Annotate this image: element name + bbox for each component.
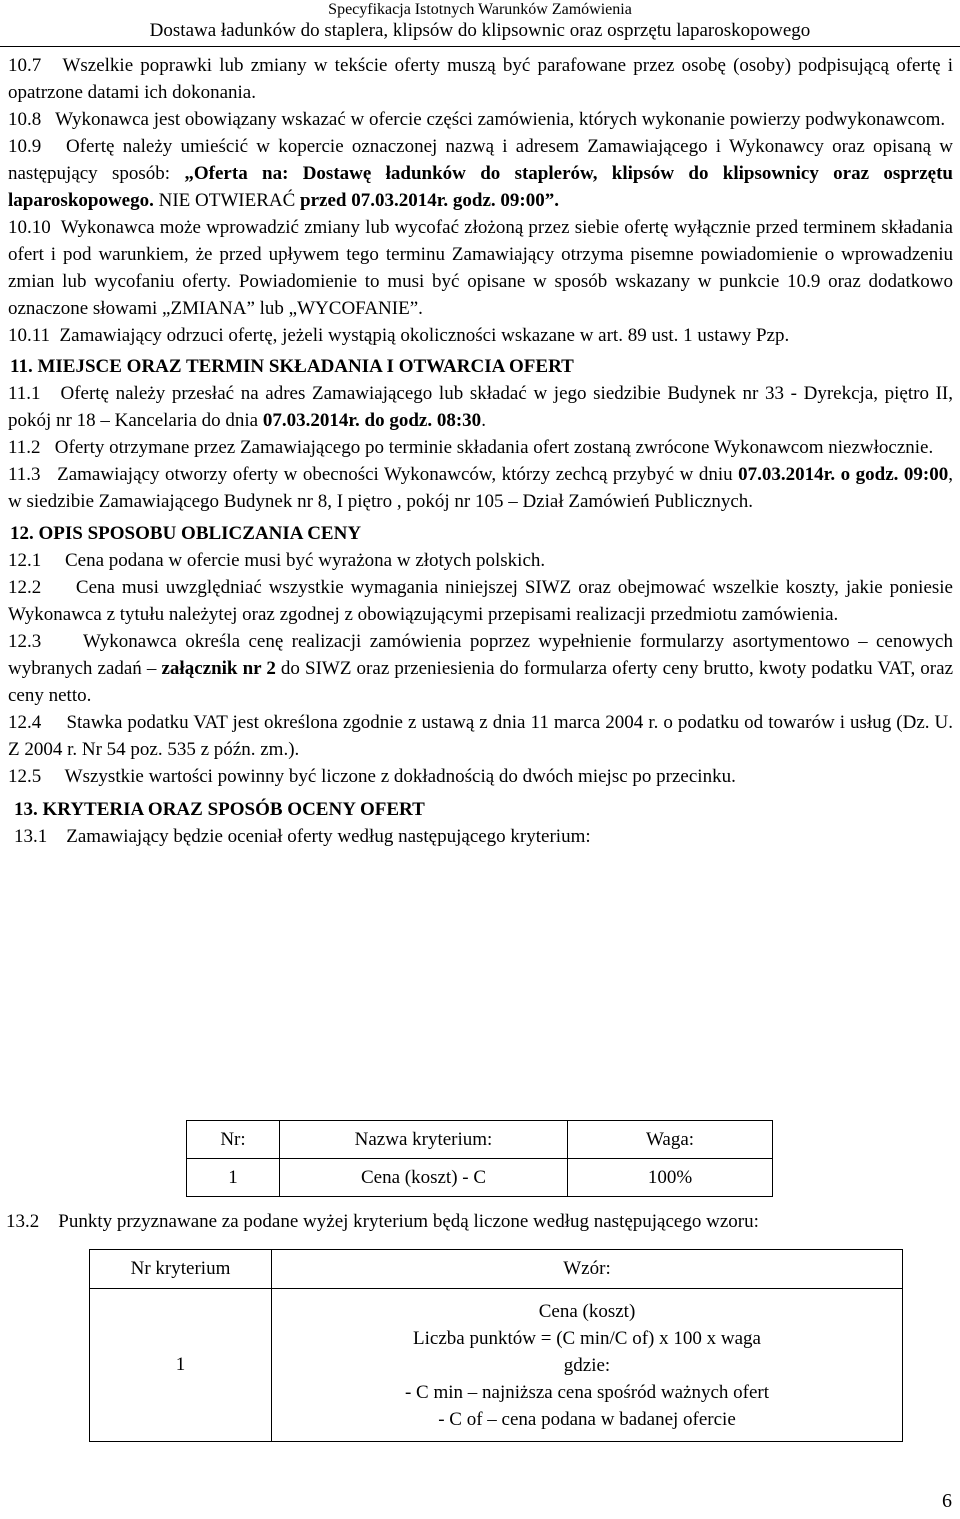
paragraph-number: 12.1 <box>8 550 42 571</box>
paragraph-11-3 <box>8 461 953 515</box>
paragraph-text: Ofertę należy przesłać na adres Zamawiającego lub składać w jego siedzibie Budynek nr 33 - Dyrekcja, piętro II, pokój nr 18 – Kancelaria do dnia <box>8 383 954 431</box>
criteria-table <box>186 1120 773 1197</box>
header-cell-formula: Wzór: <box>272 1250 903 1289</box>
cell-formula <box>272 1289 903 1442</box>
paragraph-number: 11.1 <box>8 383 41 404</box>
paragraph-13-2 <box>6 1208 951 1235</box>
header-doc-title: Specyfikacja Istotnych Warunków Zamówienia <box>328 1 632 18</box>
paragraph-number: 11.2 <box>8 437 41 458</box>
header-subject: Dostawa ładunków do staplera, klipsów do klipsownic oraz osprzętu laparoskopowego <box>149 20 811 41</box>
section-11-heading: 11. MIEJSCE ORAZ TERMIN SKŁADANIA I OTWARCIA OFERT <box>10 356 574 377</box>
paragraph-number: 12.3 <box>8 631 42 652</box>
table-row <box>90 1289 903 1442</box>
paragraph-text: Wszelkie poprawki lub zmiany w tekście oferty muszą być parafowane przez osobę (osoby) podpisującą ofertę i opatrzone datami ich dokonania. <box>8 55 953 103</box>
paragraph-12-5 <box>8 763 953 790</box>
paragraph-text: Stawka podatku VAT jest określona zgodnie z ustawą z dnia 11 marca 2004 r. o podatku od towarów i usług (Dz. U. Z 2004 r. Nr 54 poz. 535 z późn. zm.). <box>8 712 954 760</box>
opening-datetime: 07.03.2014r. o godz. 09:00 <box>738 464 949 485</box>
paragraph-12-1 <box>8 547 953 574</box>
paragraph-10-10 <box>8 214 953 322</box>
cell-weight: 100% <box>568 1159 773 1197</box>
document-body <box>0 50 960 850</box>
paragraph-end: . <box>481 410 486 431</box>
header-divider <box>0 46 960 47</box>
formula-table <box>89 1249 903 1442</box>
paragraph-12-4 <box>8 709 953 763</box>
paragraph-text: Punkty przyznawane za podane wyżej kryterium będą liczone według następującego wzoru: <box>58 1211 759 1232</box>
paragraph-number: 11.3 <box>8 464 41 485</box>
paragraph-end: , w siedzibie Zamawiającego Budynek nr 8, I piętro , pokój nr 105 – Dział Zamówień Publicznych. <box>8 464 953 512</box>
paragraph-number: 12.5 <box>8 766 42 787</box>
paragraph-number: 13.2 <box>6 1211 40 1232</box>
paragraph-text: Wykonawca jest obowiązany wskazać w ofercie części zamówienia, których wykonanie powierzy podwykonawcom. <box>55 109 946 130</box>
paragraph-text: Wykonawca określa cenę realizacji zamówienia poprzez wypełnienie formularzy asortymentowo – cenowych wybranych zadań – <box>8 631 953 679</box>
paragraph-text: Wykonawca może wprowadzić zmiany lub wycofać złożoną przez siebie ofertę wyłącznie przed terminem składania ofert i pod warunkiem, że przed upływem tego terminu Zamawiający otrzyma pisemne powiadomienie o wprowadzeniu zmian lub wycofaniu oferty. Powiadomienie to musi być opisane w sposób wskazany w punkcie 10.9 oraz dodatkowo oznaczone słowami „ZMIANA” lub „WYCOFANIE”. <box>8 217 953 319</box>
paragraph-10-9 <box>8 133 953 214</box>
paragraph-number: 10.7 <box>8 55 42 76</box>
paragraph-end: do SIWZ oraz przeniesienia do formularza oferty ceny brutto, kwoty podatku VAT, oraz ceny netto. <box>8 658 954 706</box>
paragraph-text: Wszystkie wartości powinny być liczone z dokładnością do dwóch miejsc po przecinku. <box>64 766 736 787</box>
paragraph-11-2 <box>8 434 953 461</box>
opening-date: przed 07.03.2014r. godz. 09:00”. <box>295 190 559 211</box>
formula-line: - C of – cena podana w badanej ofercie <box>438 1409 736 1430</box>
formula-line: - C min – najniższa cena spośród ważnych ofert <box>404 1382 770 1403</box>
paragraph-12-2 <box>8 574 953 628</box>
paragraph-text: Cena musi uwzględniać wszystkie wymagania niniejszej SIWZ oraz obejmować wszelkie koszty, jakie poniesie Wykonawca z tytułu należytej oraz zgodnej z obowiązującymi przepisami realizacji przedmiotu zamówienia. <box>8 577 953 625</box>
paragraph-10-8 <box>8 106 953 133</box>
paragraph-text: Oferty otrzymane przez Zamawiającego po terminie składania ofert zostaną zwrócone Wykonawcom niezwłocznie. <box>54 437 934 458</box>
table-header-row <box>187 1121 773 1159</box>
paragraph-text: Zamawiający otworzy oferty w obecności Wykonawców, którzy zechcą przybyć w dniu <box>57 464 739 485</box>
section-13-heading: 13. KRYTERIA ORAZ SPOSÓB OCENY OFERT <box>14 799 425 820</box>
envelope-label: „Oferta na: Dostawę ładunków do staplerów, klipsów do klipsownicy oraz osprzętu laparoskopowego. <box>8 163 953 211</box>
cell-criterion: Cena (koszt) - C <box>280 1159 568 1197</box>
formula-line: Liczba punktów = (C min/C of) x 100 x waga <box>413 1328 761 1349</box>
paragraph-10-11 <box>8 322 953 349</box>
page-number: 6 <box>942 1490 952 1512</box>
paragraph-number: 10.10 <box>8 217 51 238</box>
paragraph-number: 10.11 <box>8 325 51 346</box>
do-not-open-label: NIE OTWIERAĆ <box>153 190 296 211</box>
paragraph-number: 12.4 <box>8 712 42 733</box>
paragraph-number: 10.8 <box>8 109 42 130</box>
header-cell-criterion: Nazwa kryterium: <box>280 1121 568 1159</box>
header-cell-nr: Nr: <box>187 1121 280 1159</box>
table-header-row <box>90 1250 903 1289</box>
paragraph-number: 13.1 <box>14 826 48 847</box>
submission-deadline: 07.03.2014r. do godz. 08:30 <box>262 410 482 431</box>
paragraph-text: Zamawiający będzie oceniał oferty według następującego kryterium: <box>66 826 591 847</box>
header-cell-weight: Waga: <box>568 1121 773 1159</box>
paragraph-number: 10.9 <box>8 136 42 157</box>
paragraph-10-7 <box>8 52 953 106</box>
header-cell-criterion-nr: Nr kryterium <box>90 1250 272 1289</box>
paragraph-text: Ofertę należy umieścić w kopercie oznaczonej nazwą i adresem Zamawiającego i Wykonawcy oraz opisaną w następujący sposób: <box>8 136 953 184</box>
paragraph-13-1 <box>14 823 959 850</box>
formula-line: Cena (koszt) <box>538 1301 636 1322</box>
table-row <box>187 1159 773 1197</box>
section-12-heading: 12. OPIS SPOSOBU OBLICZANIA CENY <box>10 523 362 544</box>
attachment-reference: załącznik nr 2 <box>161 658 276 679</box>
cell-nr: 1 <box>187 1159 280 1197</box>
paragraph-11-1 <box>8 380 953 434</box>
page-header <box>0 0 960 42</box>
paragraph-text: Cena podana w ofercie musi być wyrażona w złotych polskich. <box>65 550 546 571</box>
paragraph-12-3 <box>8 628 953 709</box>
paragraph-text: Zamawiający odrzuci ofertę, jeżeli wystąpią okoliczności wskazane w art. 89 ust. 1 ustawy Pzp. <box>59 325 790 346</box>
formula-line: gdzie: <box>563 1355 611 1376</box>
paragraph-number: 12.2 <box>8 577 42 598</box>
cell-criterion-nr: 1 <box>90 1289 272 1442</box>
